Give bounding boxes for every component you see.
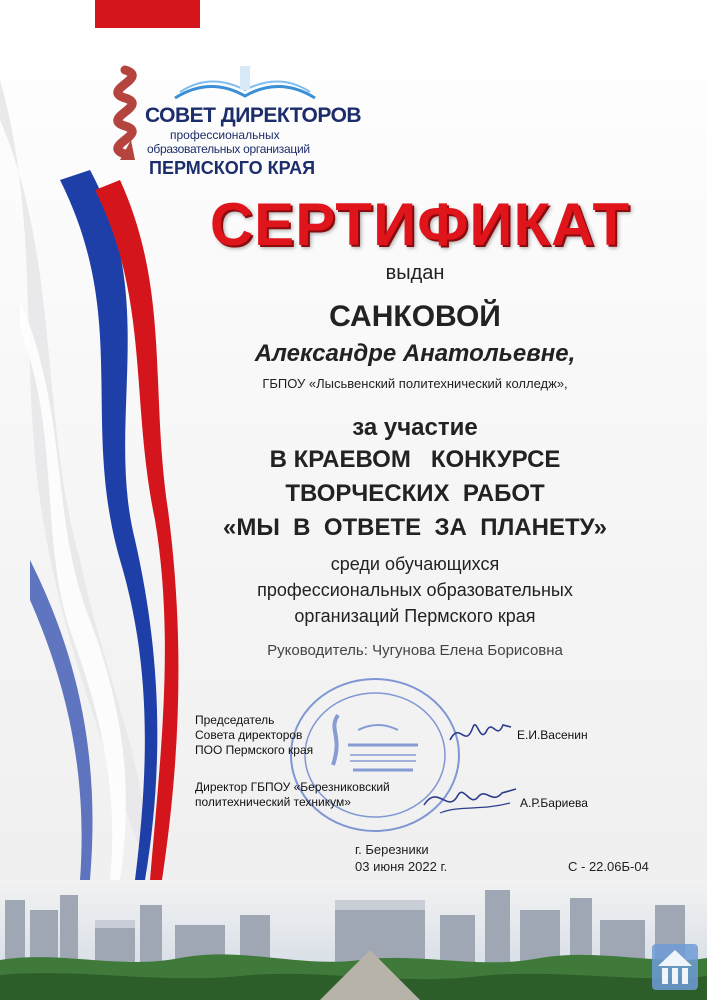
logo-line-1: СОВЕТ ДИРЕКТОРОВ xyxy=(145,104,362,127)
issue-city: г. Березники xyxy=(355,842,429,857)
chair-line-2: Совета директоров xyxy=(195,728,303,742)
recipient-organization: ГБПОУ «Лысьвенский политехнический колледж», xyxy=(262,376,568,391)
city-skyline-image xyxy=(0,880,707,1000)
participation-label: за участие xyxy=(352,414,478,441)
director-name: А.Р.Бариева xyxy=(520,796,588,810)
logo-line-3: образовательных организаций xyxy=(147,142,310,156)
contest-line-3: «МЫ В ОТВЕТЕ ЗА ПЛАНЕТУ» xyxy=(223,514,607,541)
supervisor-line: Руководитель: Чугунова Елена Борисовна xyxy=(267,642,563,659)
director-signature xyxy=(420,775,520,820)
corner-emblem-icon xyxy=(650,942,700,992)
logo-line-2: профессиональных xyxy=(170,128,280,142)
contest-line-2: ТВОРЧЕСКИХ РАБОТ xyxy=(285,480,545,507)
chair-line-1: Председатель xyxy=(195,713,275,727)
among-line-2: профессиональных образовательных xyxy=(257,580,573,600)
issue-date: 03 июня 2022 г. xyxy=(355,859,448,874)
director-line-2: политехнический техникум» xyxy=(195,795,351,809)
director-line-1: Директор ГБПОУ «Березниковский xyxy=(195,780,390,794)
recipient-surname: САНКОВОЙ xyxy=(329,300,501,333)
director-title xyxy=(195,780,390,810)
certificate-title: СЕРТИФИКАТ xyxy=(209,191,631,258)
chair-signature xyxy=(445,715,515,755)
among-line-3: организаций Пермского края xyxy=(294,606,536,626)
chair-line-3: ПОО Пермского края xyxy=(195,743,314,757)
contest-line-1: В КРАЕВОМ КОНКУРСЕ xyxy=(269,446,561,473)
chair-name: Е.И.Васенин xyxy=(517,728,588,742)
recipient-name: Александре Анатольевне, xyxy=(254,340,576,367)
open-book-icon xyxy=(165,62,325,102)
logo-line-4: ПЕРМСКОГО КРАЯ xyxy=(149,158,316,178)
council-logo xyxy=(95,60,362,180)
chair-title xyxy=(195,713,313,758)
issued-label: выдан xyxy=(385,262,445,284)
certificate-number: С - 22.06Б-04 xyxy=(568,859,649,874)
among-line-1: среди обучающихся xyxy=(330,554,500,574)
